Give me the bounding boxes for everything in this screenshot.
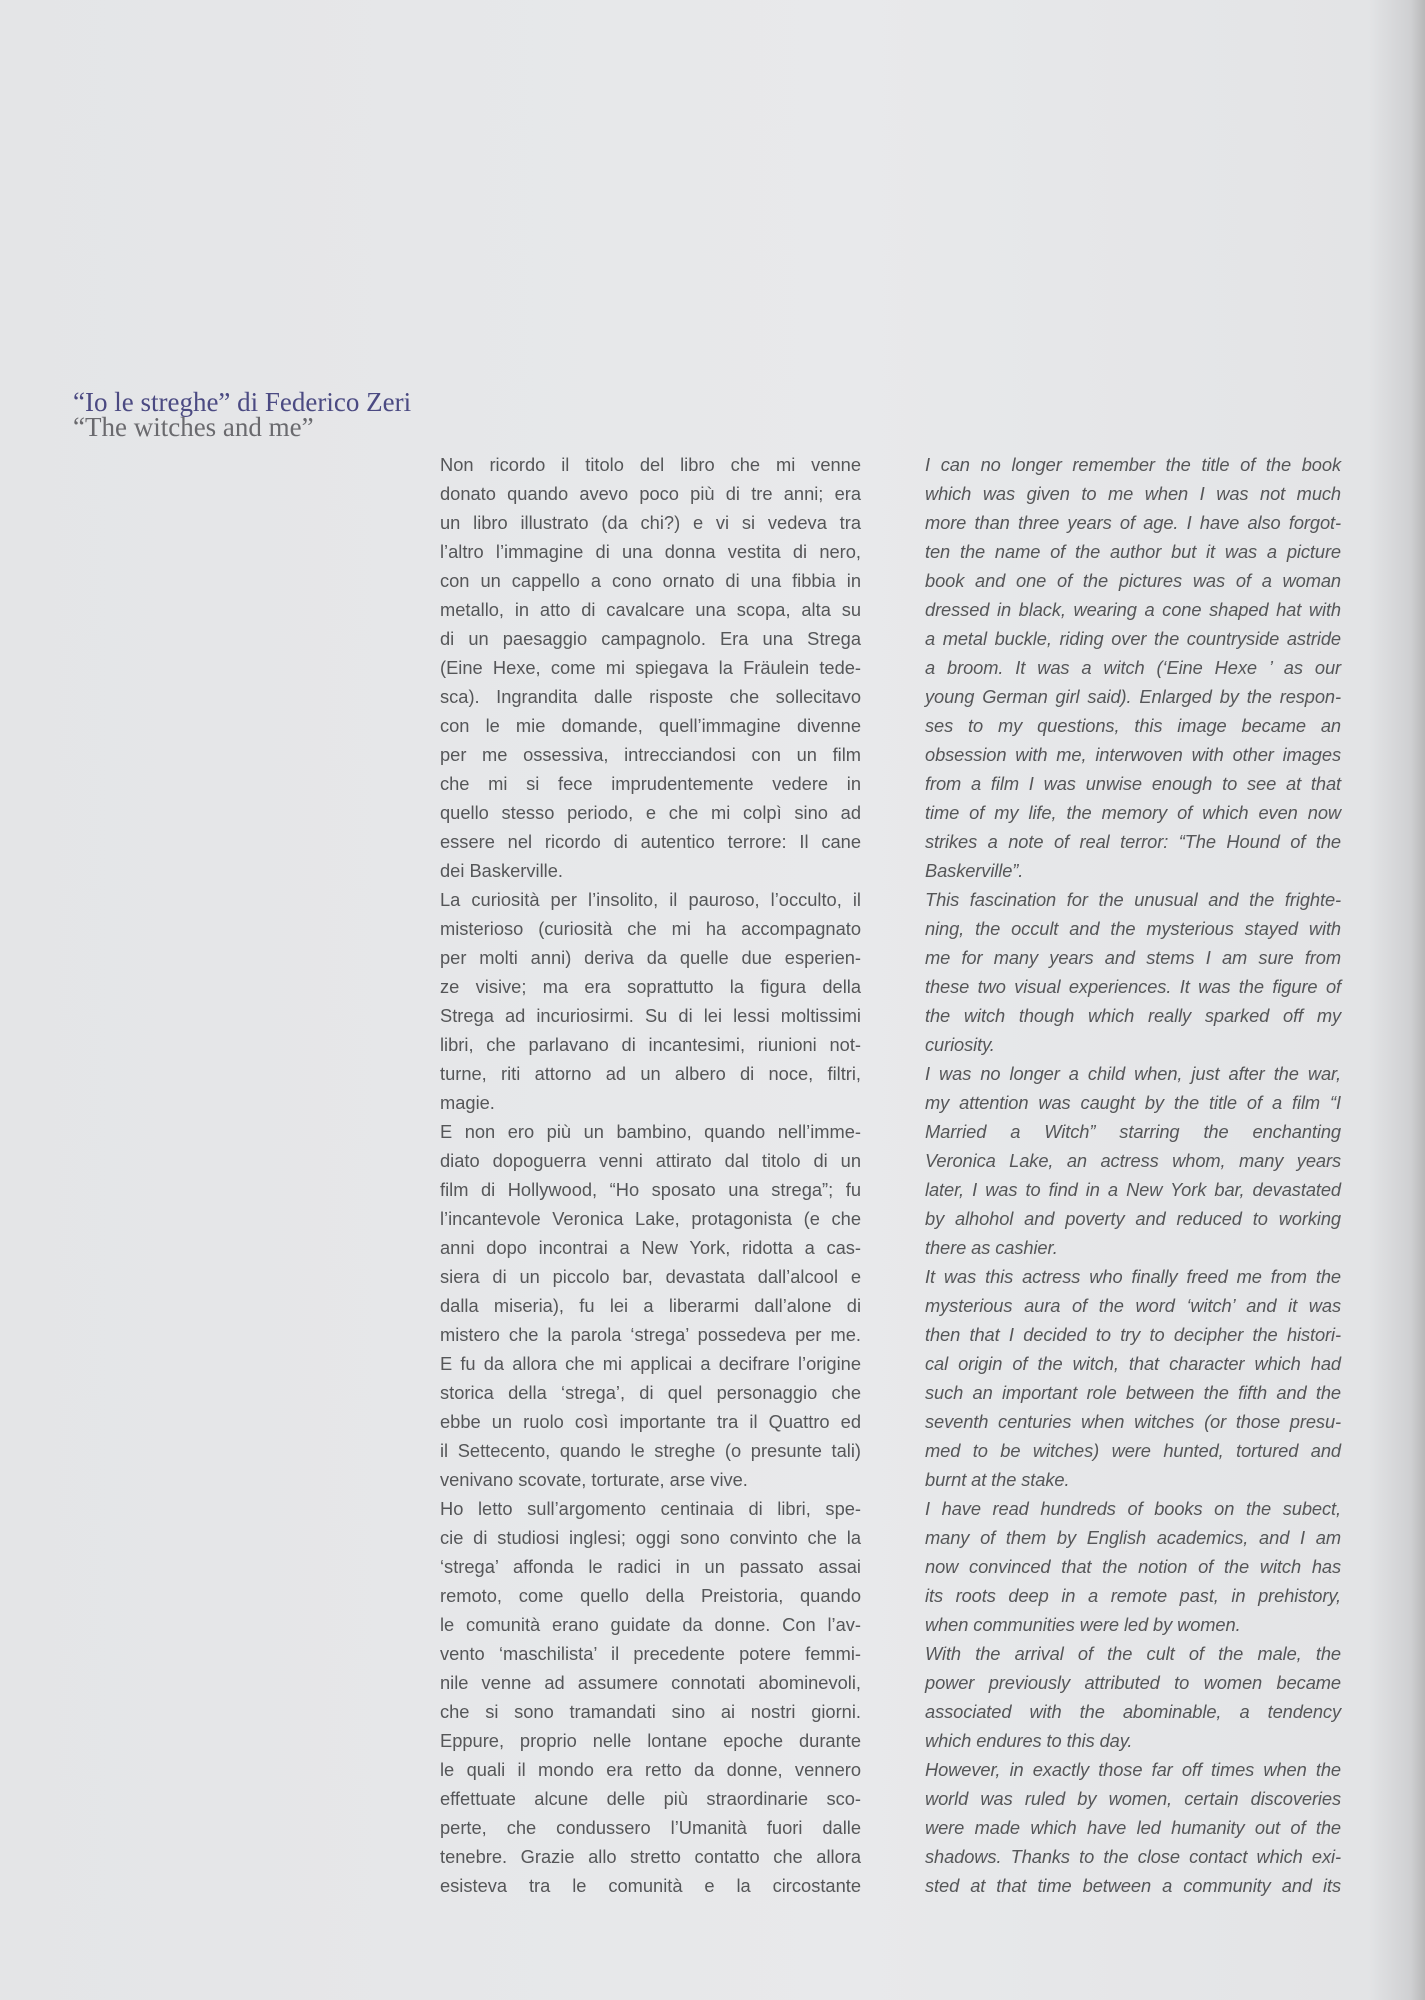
text-line: such an important role between the fifth and the: [925, 1382, 1341, 1403]
text-line: effettuate alcune delle più straordinarie sco-: [440, 1788, 861, 1809]
text-line: It was this actress who finally freed me from the: [925, 1266, 1341, 1287]
text-line: many of them by English academics, and I am: [925, 1527, 1341, 1548]
text-line: ning, the occult and the mysterious stayed with: [925, 918, 1341, 939]
text-line: misterioso (curiosità che mi ha accompagnato: [440, 918, 861, 939]
text-line: I was no longer a child when, just after the war,: [925, 1063, 1341, 1084]
text-line: sted at that time between a community and its: [925, 1875, 1341, 1896]
text-line: nile venne ad assumere connotati abominevoli,: [440, 1672, 861, 1693]
text-line: esisteva tra le comunità e la circostante: [440, 1875, 861, 1896]
text-line: che mi si fece imprudentemente vedere in: [440, 773, 861, 794]
paragraph: [440, 1494, 861, 1900]
text-line: med to be witches) were hunted, tortured and: [925, 1440, 1341, 1461]
text-line: there as cashier.: [925, 1237, 1058, 1258]
paragraph: [925, 450, 1341, 885]
text-line: ses to my questions, this image became an: [925, 715, 1341, 736]
text-line: diato dopoguerra venni attirato dal titolo di un: [440, 1150, 861, 1171]
text-line: film di Hollywood, “Ho sposato una strega”; fu: [440, 1179, 861, 1200]
text-line: turne, riti attorno ad un albero di noce, filtri,: [440, 1063, 861, 1084]
paragraph: [925, 1639, 1341, 1755]
title-italian: “Io le streghe” di Federico Zeri: [73, 387, 412, 417]
text-line: cie di studiosi inglesi; oggi sono convinto che la: [440, 1527, 861, 1548]
text-line: il Settecento, quando le streghe (o presunte tali): [440, 1440, 861, 1461]
text-line: libri, che parlavano di incantesimi, riunioni not-: [440, 1034, 861, 1055]
text-line: me for many years and stems I am sure from: [925, 947, 1341, 968]
text-line: donato quando avevo poco più di tre anni; era: [440, 483, 861, 504]
text-line: storica della ‘strega’, di quel personaggio che: [440, 1382, 861, 1403]
article-title: [73, 387, 412, 442]
text-line: per molti anni) deriva da quelle due esperien-: [440, 947, 861, 968]
italian-column: [440, 450, 861, 1900]
text-line: un libro illustrato (da chi?) e vi si vedeva tra: [440, 512, 861, 533]
text-line: strikes a note of real terror: “The Hound of the: [925, 831, 1341, 852]
text-line: quello stesso periodo, e che mi colpì sino ad: [440, 802, 861, 823]
text-line: mistero che la parola ‘strega’ possedeva per me.: [440, 1324, 861, 1345]
text-line: Ho letto sull’argomento centinaia di libri, spe-: [440, 1498, 861, 1519]
text-line: world was ruled by women, certain discoveries: [925, 1788, 1341, 1809]
text-line: sca). Ingrandita dalle risposte che sollecitavo: [440, 686, 861, 707]
text-line: which was given to me when I was not much: [925, 483, 1341, 504]
text-line: book and one of the pictures was of a woman: [925, 570, 1341, 591]
text-line: magie.: [440, 1092, 495, 1113]
text-line: my attention was caught by the title of a film “I: [925, 1092, 1341, 1113]
english-column: [925, 450, 1341, 1900]
paragraph: [925, 885, 1341, 1059]
text-line: remoto, come quello della Preistoria, quando: [440, 1585, 861, 1606]
text-line: a broom. It was a witch (‘Eine Hexe ’ as our: [925, 657, 1341, 678]
text-line: power previously attributed to women became: [925, 1672, 1341, 1693]
text-line: However, in exactly those far off times when the: [925, 1759, 1341, 1780]
text-line: ‘strega’ affonda le radici in un passato assai: [440, 1556, 861, 1577]
text-line: seventh centuries when witches (or those presu-: [925, 1411, 1341, 1432]
text-line: ze visive; ma era soprattutto la figura della: [440, 976, 861, 997]
text-line: Non ricordo il titolo del libro che mi venne: [440, 454, 861, 475]
title-english: “The witches and me”: [73, 412, 314, 442]
text-line: che si sono tramandati sino ai nostri giorni.: [440, 1701, 861, 1722]
text-line: mysterious aura of the word ‘witch’ and it was: [925, 1295, 1341, 1316]
text-line: (Eine Hexe, come mi spiegava la Fräulein tede-: [440, 657, 861, 678]
text-line: obsession with me, interwoven with other images: [925, 744, 1341, 765]
text-line: le comunità erano guidate da donne. Con l’av-: [440, 1614, 861, 1635]
text-line: Veronica Lake, an actress whom, many years: [925, 1150, 1341, 1171]
text-line: anni dopo incontrai a New York, ridotta a cas-: [440, 1237, 861, 1258]
text-line: more than three years of age. I have also forgot-: [925, 512, 1341, 533]
text-line: by alhohol and poverty and reduced to working: [925, 1208, 1341, 1229]
text-line: con le mie domande, quell’immagine divenne: [440, 715, 861, 736]
paragraph: [925, 1755, 1341, 1900]
text-line: associated with the abominable, a tendency: [925, 1701, 1341, 1722]
text-line: This fascination for the unusual and the frighte-: [925, 889, 1341, 910]
paragraph: [440, 885, 861, 1117]
text-line: curiosity.: [925, 1034, 995, 1055]
text-line: ebbe un ruolo così importante tra il Quattro ed: [440, 1411, 861, 1432]
text-line: metallo, in atto di cavalcare una scopa, alta su: [440, 599, 861, 620]
text-line: were made which have led humanity out of the: [925, 1817, 1341, 1838]
text-line: vento ‘maschilista’ il precedente potere femmi-: [440, 1643, 861, 1664]
text-line: With the arrival of the cult of the male, the: [925, 1643, 1341, 1664]
text-line: dressed in black, wearing a cone shaped hat with: [925, 599, 1341, 620]
text-line: its roots deep in a remote past, in prehistory,: [925, 1585, 1341, 1606]
text-line: then that I decided to try to decipher the histori-: [925, 1324, 1341, 1345]
paragraph: [440, 1117, 861, 1494]
text-line: ten the name of the author but it was a picture: [925, 541, 1341, 562]
text-line: burnt at the stake.: [925, 1469, 1070, 1490]
text-line: dalla miseria), fu lei a liberarmi dall’alone di: [440, 1295, 861, 1316]
text-line: di un paesaggio campagnolo. Era una Strega: [440, 628, 861, 649]
text-line: venivano scovate, torturate, arse vive.: [440, 1469, 748, 1490]
text-line: Baskerville”.: [925, 860, 1024, 881]
text-line: con un cappello a cono ornato di una fibbia in: [440, 570, 861, 591]
text-line: perte, che condussero l’Umanità fuori dalle: [440, 1817, 861, 1838]
paragraph: [925, 1059, 1341, 1262]
text-line: the witch though which really sparked off my: [925, 1005, 1341, 1026]
text-line: cal origin of the witch, that character which had: [925, 1353, 1341, 1374]
text-line: now convinced that the notion of the witch has: [925, 1556, 1341, 1577]
paragraph: [925, 1494, 1341, 1639]
text-line: siera di un piccolo bar, devastata dall’alcool e: [440, 1266, 861, 1287]
text-line: I can no longer remember the title of the book: [925, 454, 1341, 475]
text-line: le quali il mondo era retto da donne, vennero: [440, 1759, 861, 1780]
text-line: time of my life, the memory of which even now: [925, 802, 1341, 823]
text-line: from a film I was unwise enough to see at that: [925, 773, 1341, 794]
text-line: tenebre. Grazie allo stretto contatto che allora: [440, 1846, 861, 1867]
text-line: Married a Witch” starring the enchanting: [925, 1121, 1341, 1142]
text-line: these two visual experiences. It was the figure of: [925, 976, 1341, 997]
text-line: E non ero più un bambino, quando nell’imme-: [440, 1121, 861, 1142]
text-line: I have read hundreds of books on the subect,: [925, 1498, 1341, 1519]
paragraph: [925, 1262, 1341, 1494]
text-line: later, I was to find in a New York bar, devastated: [925, 1179, 1341, 1200]
text-line: La curiosità per l’insolito, il pauroso, l’occulto, il: [440, 889, 861, 910]
text-line: shadows. Thanks to the close contact which exi-: [925, 1846, 1341, 1867]
text-line: per me ossessiva, intrecciandosi con un film: [440, 744, 861, 765]
text-line: E fu da allora che mi applicai a decifrare l’origine: [440, 1353, 861, 1374]
text-line: essere nel ricordo di autentico terrore: Il cane: [440, 831, 861, 852]
text-line: a metal buckle, riding over the countryside astride: [925, 628, 1341, 649]
text-line: young German girl said). Enlarged by the respon-: [925, 686, 1341, 707]
text-line: Eppure, proprio nelle lontane epoche durante: [440, 1730, 861, 1751]
text-line: Strega ad incuriosirmi. Su di lei lessi moltissimi: [440, 1005, 861, 1026]
text-line: which endures to this day.: [925, 1730, 1133, 1751]
text-line: l’incantevole Veronica Lake, protagonista (e che: [440, 1208, 861, 1229]
text-line: dei Baskerville.: [440, 860, 563, 881]
paragraph: [440, 450, 861, 885]
text-line: when communities were led by women.: [925, 1614, 1241, 1635]
text-line: l’altro l’immagine di una donna vestita di nero,: [440, 541, 861, 562]
